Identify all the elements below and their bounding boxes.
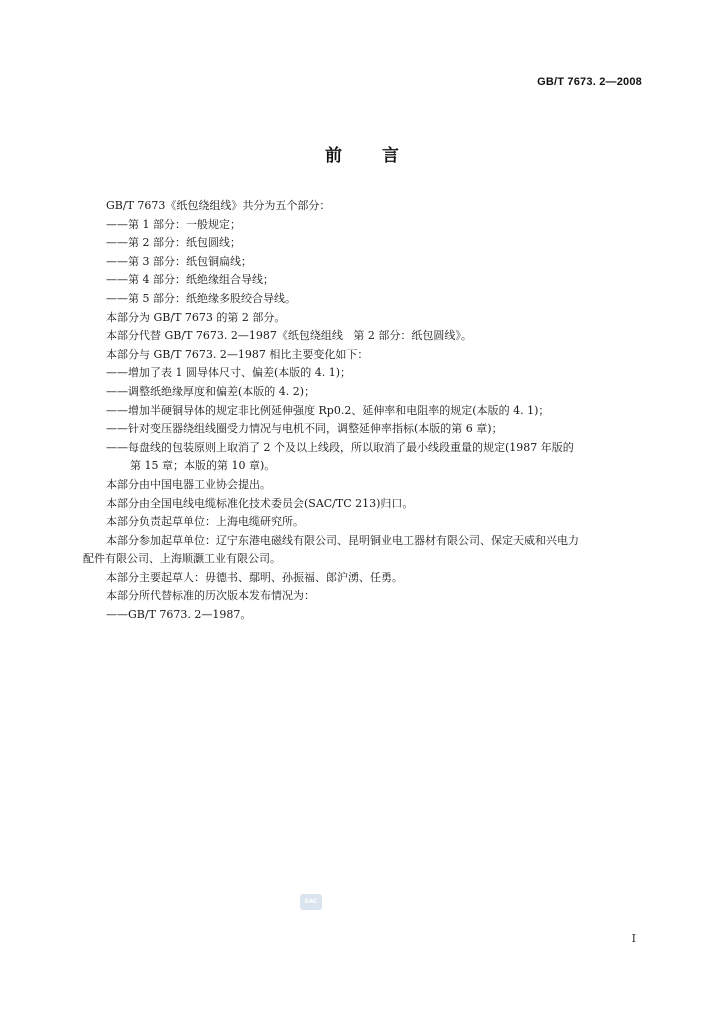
list-item: ——针对变压器绕组线圈受力情况与电机不同，调整延伸率指标(本版的第 6 章)； — [106, 422, 503, 436]
standard-number-header: GB/T 7673. 2—2008 — [537, 76, 642, 88]
paragraph: 本部分参加起草单位：辽宁东港电磁线有限公司、昆明铜业电工器材有限公司、保定天威和兴电力 — [106, 533, 579, 547]
list-item: ——增加了表 1 圆导体尺寸、偏差(本版的 4. 1)； — [106, 366, 352, 380]
list-item: ——第 5 部分：纸绝缘多股绞合导线。 — [106, 291, 296, 305]
list-item: ——第 3 部分：纸包铜扁线； — [106, 254, 252, 268]
list-item: ——第 4 部分：纸绝缘组合导线； — [106, 273, 274, 287]
paragraph: 本部分与 GB/T 7673. 2—1987 相比主要变化如下： — [106, 347, 369, 361]
foreword-body — [83, 197, 646, 625]
paragraph: 本部分由全国电线电缆标准化技术委员会(SAC/TC 213)归口。 — [106, 496, 414, 510]
paragraph: 本部分负责起草单位：上海电缆研究所。 — [106, 515, 304, 529]
paragraph: 本部分主要起草人：毋德书、鄢明、孙振福、郎沪湧、任勇。 — [106, 570, 403, 584]
paragraph-continuation: 配件有限公司、上海顺灏工业有限公司。 — [83, 552, 281, 566]
list-item: ——第 1 部分：一般规定； — [106, 217, 241, 231]
list-item: ——调整纸绝缘厚度和偏差(本版的 4. 2)； — [106, 384, 316, 398]
list-item: ——GB/T 7673. 2—1987。 — [106, 608, 252, 622]
page-title: 前言 — [325, 146, 439, 166]
list-item-continuation: 第 15 章；本版的第 10 章)。 — [130, 459, 276, 473]
list-item: ——每盘线的包装原则上取消了 2 个及以上线段，所以取消了最小线段重量的规定(1987 年版的 — [106, 440, 574, 454]
list-item: ——第 2 部分：纸包圆线； — [106, 236, 241, 250]
paragraph: 本部分为 GB/T 7673 的第 2 部分。 — [106, 310, 286, 324]
paragraph: 本部分代替 GB/T 7673. 2—1987《纸包绕组线 第 2 部分：纸包圆线》。 — [106, 329, 472, 343]
sac-watermark-logo: SAC — [300, 894, 322, 910]
paragraph: GB/T 7673《纸包绕组线》共分为五个部分： — [106, 199, 331, 212]
paragraph: 本部分所代替标准的历次版本发布情况为： — [106, 589, 315, 603]
list-item: ——增加半硬铜导体的规定非比例延伸强度 Rp0.2、延伸率和电阻率的规定(本版的 4. 1)； — [106, 403, 550, 417]
page-number: I — [631, 932, 636, 945]
paragraph: 本部分由中国电器工业协会提出。 — [106, 477, 271, 491]
